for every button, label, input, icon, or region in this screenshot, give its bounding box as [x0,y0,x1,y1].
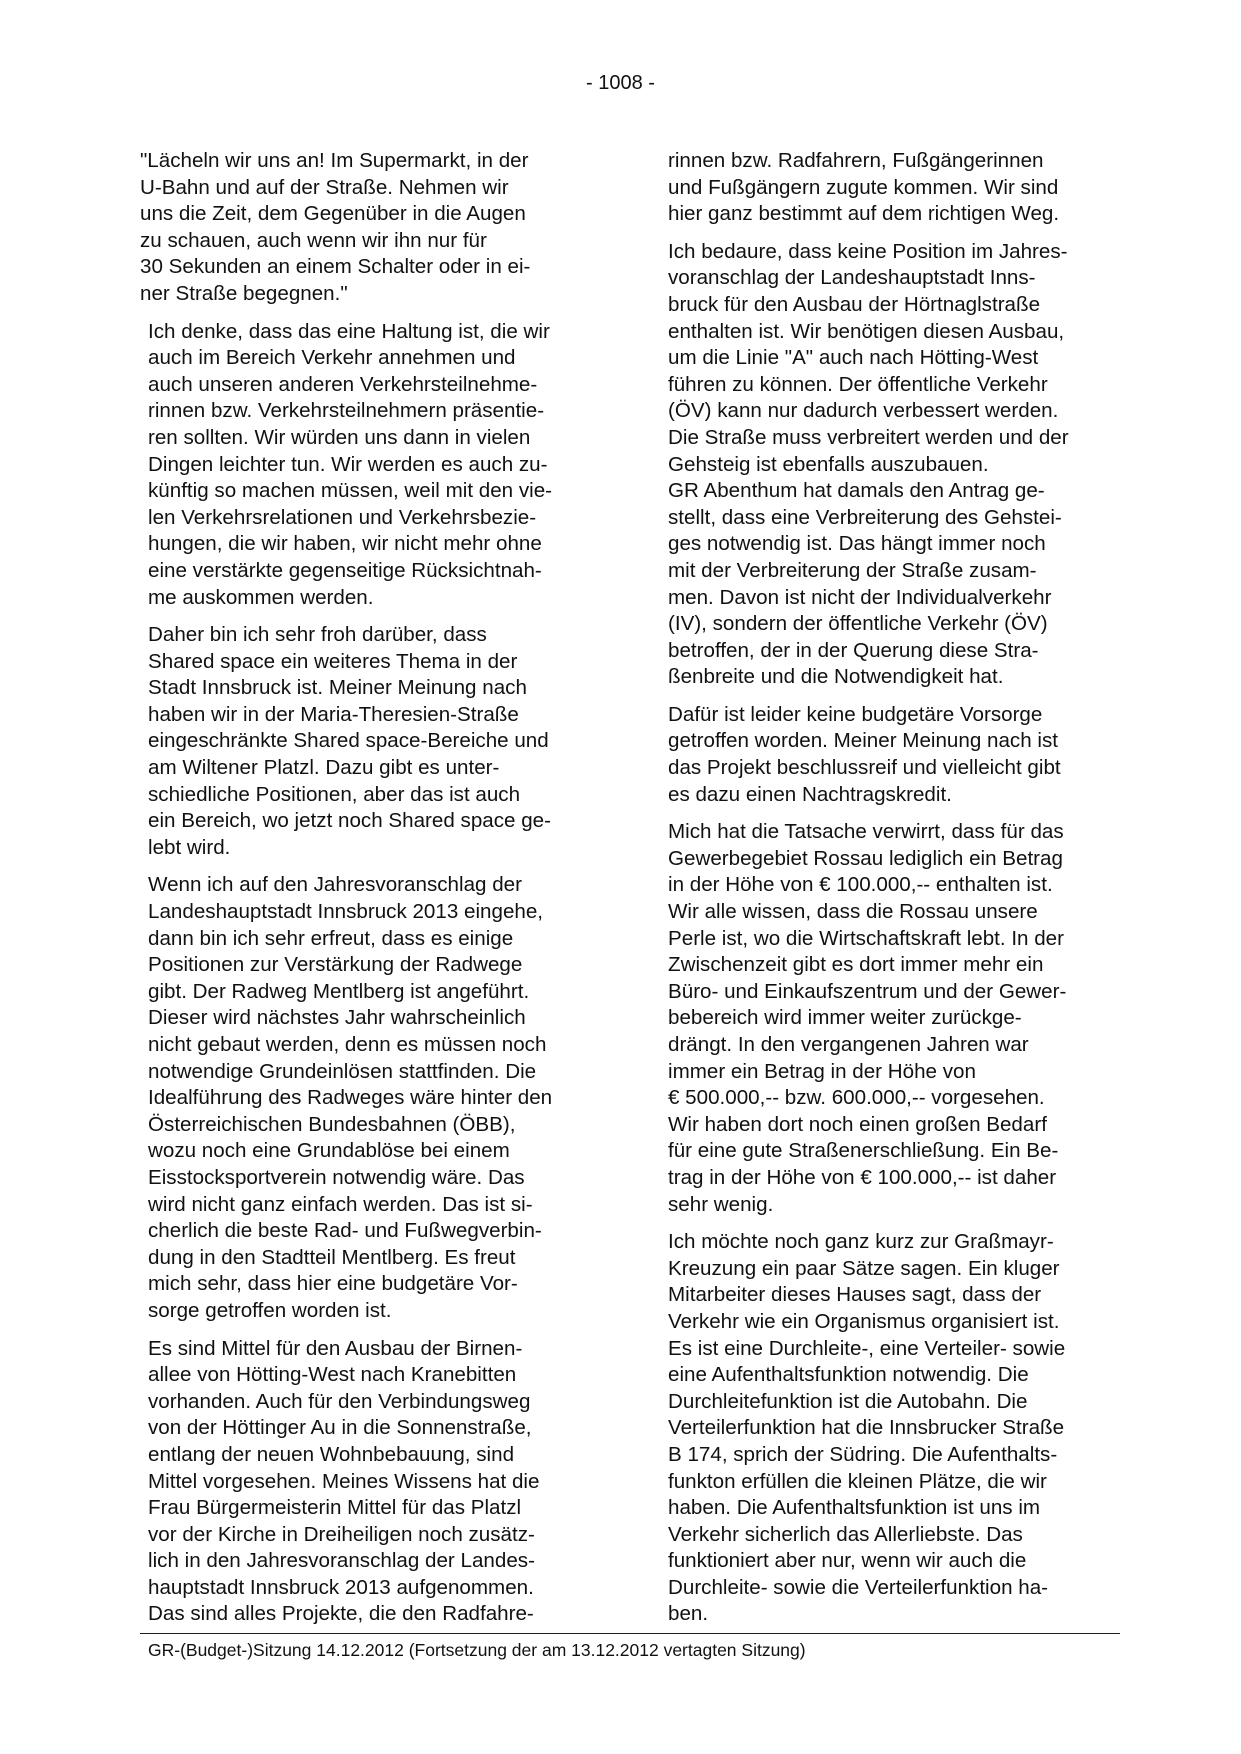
paragraph: Wenn ich auf den Jahresvoranschlag der Landeshauptstadt Innsbruck 2013 eingehe, dann bin ich sehr erfreut, dass es einige Positionen zur Verstärkung der Radwege gibt. Der Radweg Mentlberg ist angeführt. Dieser wird nächstes Jahr wahrscheinlich nicht gebaut werden, denn es müssen noch notwendige Grundeinlösen stattfinden. Die Idealführung des Radweges wäre hinter den Österreichischen Bundesbahnen (ÖBB), wozu noch eine Grundablöse bei einem Eisstocksportverein notwendig wäre. Das wird nicht ganz einfach werden. Das ist si- cherlich die beste Rad- und Fußwegverbin- dung in den Stadtteil Mentlberg. Es freut mich sehr, dass hier eine budgetäre Vor- sorge getroffen worden ist. [148,873,553,1322]
page-number: - 1008 - [586,72,655,94]
right-column [668,148,1123,1639]
paragraph: "Lächeln wir uns an! Im Supermarkt, in der U-Bahn und auf der Straße. Nehmen wir uns die Zeit, dem Gegenüber in die Augen zu schauen, auch wenn wir ihn nur für 30 Sekunden an einem Schalter oder in ei- ner Straße begegnen." [140,149,531,305]
paragraph: Mich hat die Tatsache verwirrt, dass für das Gewerbegebiet Rossau lediglich ein Betrag in der Höhe von € 100.000,-- enthalten ist. Wir alle wissen, dass die Rossau unsere Perle ist, wo die Wirtschaftskraft lebt. In der Zwischenzeit gibt es dort immer mehr ein Büro- und Einkaufszentrum und der Gewer- bebereich wird immer weiter zurückge- drängt. In den vergangenen Jahren war immer ein Betrag in der Höhe von € 500.000,-- bzw. 600.000,-- vorgesehen. Wir haben dort noch einen großen Bedarf für eine gute Straßenerschließung. Ein Be- trag in der Höhe von € 100.000,-- ist daher sehr wenig. [668,820,1067,1216]
paragraph: Ich möchte noch ganz kurz zur Graßmayr- Kreuzung ein paar Sätze sagen. Ein kluger Mitarbeiter dieses Hauses sagt, dass der Verkehr wie ein Organismus organisiert ist. Es ist eine Durchleite-, eine Verteiler- sowie eine Aufenthaltsfunktion notwendig. Die Durchleitefunktion ist die Autobahn. Die Verteilerfunktion hat die Innsbrucker Straße B 174, sprich der Südring. Die Aufenthalts- funkton erfüllen die kleinen Plätze, die wir haben. Die Aufenthaltsfunktion ist uns im Verkehr sicherlich das Allerliebste. Das funktioniert aber nur, wenn wir auch die Durchleite- sowie die Verteilerfunktion ha- ben. [668,1230,1066,1626]
paragraph: rinnen bzw. Radfahrern, Fußgängerinnen und Fußgängern zugute kommen. Wir sind hier ganz bestimmt auf dem richtigen Weg. [668,149,1060,226]
paragraph: Dafür ist leider keine budgetäre Vorsorge getroffen worden. Meiner Meinung nach ist das Projekt beschlussreif und vielleicht gibt es dazu einen Nachtragskredit. [668,702,1061,806]
paragraph: Ich denke, dass das eine Haltung ist, die wir auch im Bereich Verkehr annehmen und auch unseren anderen Verkehrsteilnehme- rinnen bzw. Verkehrsteilnehmern präsentie- ren sollten. Wir würden uns dann in vielen Dingen leichter tun. Wir werden es auch zu- künftig so machen müssen, weil mit den vie- len Verkehrsrelationen und Verkehrsbezie- hungen, die wir haben, wir nicht mehr ohne eine verstärkte gegenseitige Rücksichtnah- me auskommen werden. [148,319,553,609]
footer-text: GR-(Budget-)Sitzung 14.12.2012 (Fortsetzung der am 13.12.2012 vertagten Sitzung) [148,1640,806,1660]
paragraph: Daher bin ich sehr froh darüber, dass Shared space ein weiteres Thema in der Stadt Innsbruck ist. Meiner Meinung nach haben wir in der Maria-Theresien-Straße eingeschränkte Shared space-Bereiche und am Wiltener Platzl. Dazu gibt es unter- schiedliche Positionen, aber das ist auch ein Bereich, wo jetzt noch Shared space ge- lebt wird. [148,623,551,859]
left-column [140,148,610,1639]
paragraph: Es sind Mittel für den Ausbau der Birnen- allee von Hötting-West nach Kranebitten vorhanden. Auch für den Verbindungsweg von der Höttinger Au in die Sonnenstraße, entlang der neuen Wohnbebauung, sind Mittel vorgesehen. Meines Wissens hat die Frau Bürgermeisterin Mittel für das Platzl vor der Kirche in Dreiheiligen noch zusätz- lich in den Jahresvoranschlag der Landes- hauptstadt Innsbruck 2013 aufgenommen. Das sind alles Projekte, die den Radfahre- [148,1336,540,1626]
footer-divider [140,1633,1120,1634]
paragraph: Ich bedaure, dass keine Position im Jahres- voranschlag der Landeshauptstadt Inns- bruck für den Ausbau der Hörtnaglstraße enthalten ist. Wir benötigen diesen Ausbau, um die Linie "A" auch nach Hötting-West führen zu können. Der öffentliche Verkehr (ÖV) kann nur dadurch verbessert werden. Die Straße muss verbreitert werden und der Gehsteig ist ebenfalls auszubauen. GR Abenthum hat damals den Antrag ge- stellt, dass eine Verbreiterung des Gehstei- ges notwendig ist. Das hängt immer noch mit der Verbreiterung der Straße zusam- men. Davon ist nicht der Individualverkehr (IV), sondern der öffentliche Verkehr (ÖV) betroffen, der in der Querung diese Stra- ßenbreite und die Notwendigkeit hat. [668,239,1069,689]
